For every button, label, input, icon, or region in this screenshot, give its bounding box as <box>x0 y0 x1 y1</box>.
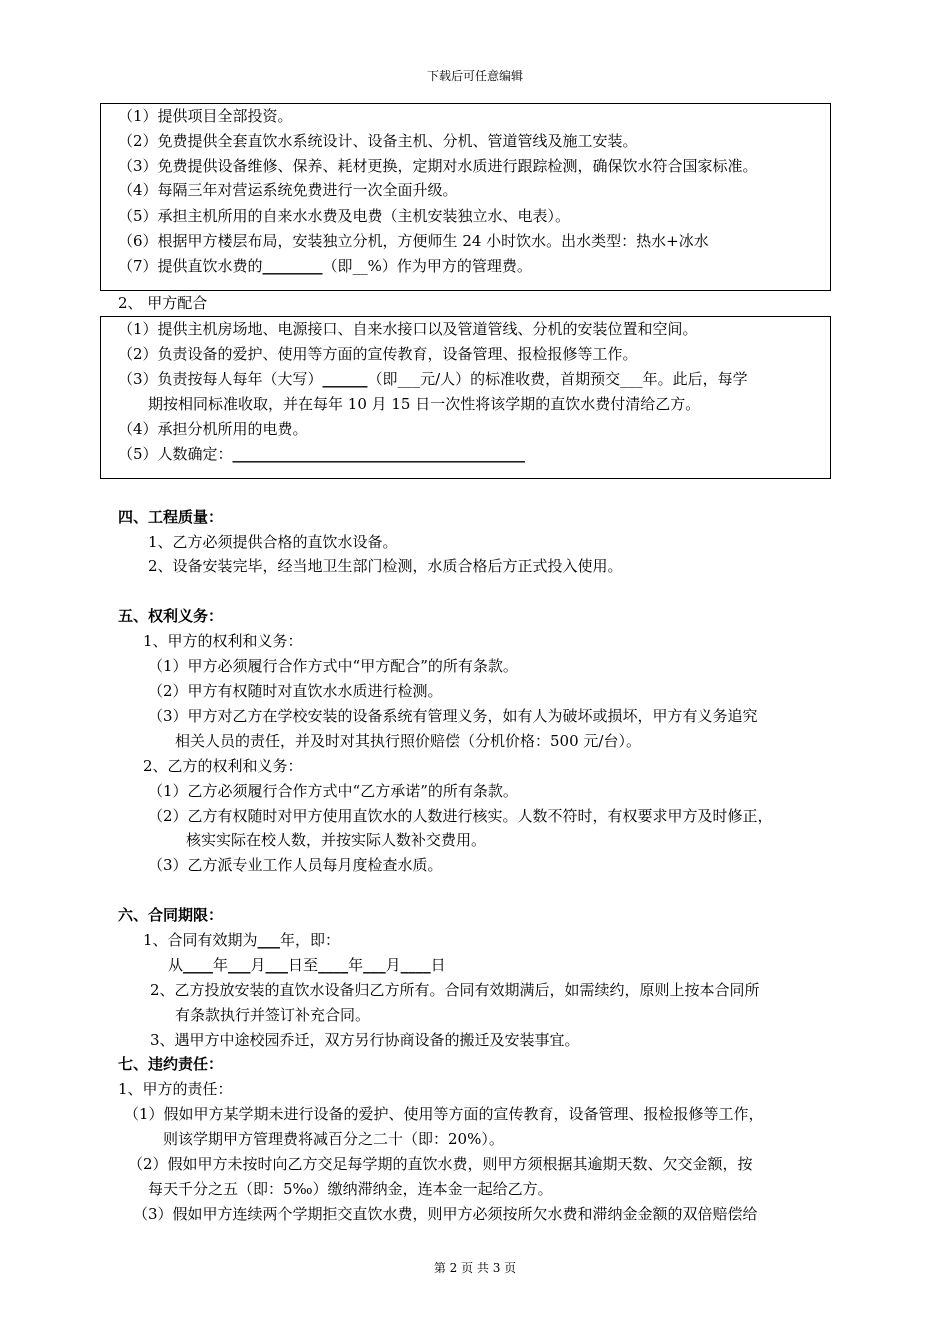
yifang-item-4: （4）每隔三年对营运系统免费进行一次全面升级。 <box>118 181 458 199</box>
page-footer: 第 2 页 共 3 页 <box>433 1261 517 1275</box>
yifang-item-3: （3）免费提供设备维修、保养、耗材更换，定期对水质进行跟踪检测，确保饮水符合国家标准。 <box>118 157 758 175</box>
section-6-line-3: 2、乙方投放安装的直饮水设备归乙方所有。合同有效期满后，如需续约，原则上按本合同所 <box>150 981 760 999</box>
yifang-item-7-text-c: ）作为甲方的管理费。 <box>381 257 532 275</box>
headcount-blank: _______________________________________ <box>232 445 526 463</box>
yifang-item-7-text-a: （7）提供直饮水费的 <box>118 257 263 275</box>
jiafang-item-3 <box>118 369 748 389</box>
jiafang-item-5 <box>118 444 525 464</box>
section-7-sub-1: 1、甲方的责任： <box>118 1080 233 1098</box>
section-7-item-3: （3）假如甲方连续两个学期拒交直饮水费，则甲方必须按所欠水费和滞纳金金额的双倍赔偿给 <box>133 1205 758 1223</box>
start-month-blank: ___ <box>228 956 251 974</box>
end-year-blank: ____ <box>318 956 349 974</box>
section-7-item-1: （1）假如甲方某学期未进行设备的爱护、使用等方面的宣传教育，设备管理、报检报修等工作， <box>124 1105 764 1123</box>
jiafang-item-1: （1）提供主机房场地、电源接口、自来水接口以及管道管线、分机的安装位置和空间。 <box>118 320 698 338</box>
jiafang-item-5-label: （5）人数确定： <box>118 445 233 463</box>
yifang-item-2: （2）免费提供全套直饮水系统设计、设备主机、分机、管道管线及施工安装。 <box>118 132 638 150</box>
yuan-blank: ___ <box>397 370 421 388</box>
jiafang-item-3-text-b: （即 <box>367 370 398 388</box>
amount-blank: ______ <box>322 370 368 388</box>
yifang-item-5: （5）承担主机所用的自来水水费及电费（主机安装独立水、电表）。 <box>118 207 571 225</box>
term-text-a: 1、合同有效期为 <box>143 931 258 949</box>
page-header: 下载后可任意编辑 <box>426 69 523 83</box>
percent-blank: __% <box>352 257 382 275</box>
end-month-blank: ___ <box>363 956 386 974</box>
end-day-blank: ____ <box>400 956 431 974</box>
section-6-line-1 <box>143 930 340 950</box>
section-7-title: 七、违约责任： <box>118 1055 224 1073</box>
start-year-blank: ____ <box>183 956 214 974</box>
section-4-title: 四、工程质量： <box>118 508 224 526</box>
section-5-sub-2-item-2: （2）乙方有权随时对甲方使用直饮水的人数进行核实。人数不符时，有权要求甲方及时修正， <box>148 807 773 825</box>
fee-blank: ________ <box>262 257 323 275</box>
jiafang-item-3-continued: 期按相同标准收取，并在每年 10 月 15 日一次性将该学期的直饮水费付清给乙方。 <box>148 395 701 413</box>
section-5-sub-2-item-2-cont: 核实实际在校人数，并按实际人数补交费用。 <box>186 831 487 849</box>
section-5-sub-1-item-2: （2）甲方有权随时对直饮水水质进行检测。 <box>148 682 443 700</box>
year-blank: ___ <box>620 370 643 388</box>
section-5-sub-1-item-3-cont: 相关人员的责任，并及时对其执行照价赔偿（分机价格：500 元/台）。 <box>175 732 641 750</box>
jiafang-item-4: （4）承担分机所用的电费。 <box>118 420 308 438</box>
yifang-item-7 <box>118 256 532 276</box>
term-text-b: 年，即： <box>280 931 341 949</box>
section-6-line-3-cont: 有条款执行并签订补充合同。 <box>175 1006 371 1024</box>
section-7-item-1-cont: 则该学期甲方管理费将减百分之二十（即：20%）。 <box>163 1130 504 1148</box>
date-text: 年 <box>213 956 229 974</box>
date-text: 月 <box>250 956 266 974</box>
section-7-item-2-cont: 每天千分之五（即：5‰）缴纳滞纳金，连本金一起给乙方。 <box>148 1180 553 1198</box>
jiafang-item-3-text-a: （3）负责按每人每年（大写） <box>118 370 323 388</box>
yifang-item-7-text-b: （即 <box>322 257 353 275</box>
section-5-sub-1-item-3: （3）甲方对乙方在学校安装的设备系统有管理义务，如有人为破坏或损坏，甲方有义务追究 <box>148 707 758 725</box>
section-6-date-range <box>168 955 446 975</box>
yifang-item-6: （6）根据甲方楼层布局，安装独立分机，方便师生 24 小时饮水。出水类型：热水+冰水 <box>118 232 709 250</box>
date-text: 日 <box>430 956 446 974</box>
section-4-line-1: 1、乙方必须提供合格的直饮水设备。 <box>148 533 398 551</box>
section-4-line-2: 2、设备安装完毕，经当地卫生部门检测，水质合格后方正式投入使用。 <box>148 557 623 575</box>
date-text: 从 <box>168 956 184 974</box>
section-6-line-4: 3、遇甲方中途校园乔迁，双方另行协商设备的搬迁及安装事宜。 <box>150 1031 580 1049</box>
section-5-title: 五、权利义务： <box>118 607 224 625</box>
date-text: 年 <box>348 956 364 974</box>
section-5-sub-2-item-1: （1）乙方必须履行合作方式中“乙方承诺”的所有条款。 <box>148 782 518 800</box>
section-5-sub-1-item-1: （1）甲方必须履行合作方式中“甲方配合”的所有条款。 <box>148 657 518 675</box>
section-6-title: 六、合同期限： <box>118 906 224 924</box>
jiafang-heading: 2、 甲方配合 <box>118 294 208 312</box>
section-5-sub-2-item-3: （3）乙方派专业工作人员每月度检查水质。 <box>148 856 443 874</box>
jiafang-item-3-text-d: 年。此后，每学 <box>642 370 748 388</box>
start-day-blank: ___ <box>265 956 289 974</box>
jiafang-item-3-text-c: 元/人）的标准收费，首期预交 <box>420 370 621 388</box>
jiafang-item-2: （2）负责设备的爱护、使用等方面的宣传教育，设备管理、报检报修等工作。 <box>118 345 638 363</box>
section-5-sub-2: 2、乙方的权利和义务： <box>143 757 303 775</box>
date-text: 月 <box>385 956 401 974</box>
section-7-item-2: （2）假如甲方未按时向乙方交足每学期的直饮水费，则甲方须根据其逾期天数、欠交金额，按 <box>128 1155 753 1173</box>
date-text: 日至 <box>288 956 319 974</box>
term-years-blank: ___ <box>257 931 281 949</box>
section-5-sub-1: 1、甲方的权利和义务： <box>143 632 303 650</box>
yifang-item-1: （1）提供项目全部投资。 <box>118 107 293 125</box>
